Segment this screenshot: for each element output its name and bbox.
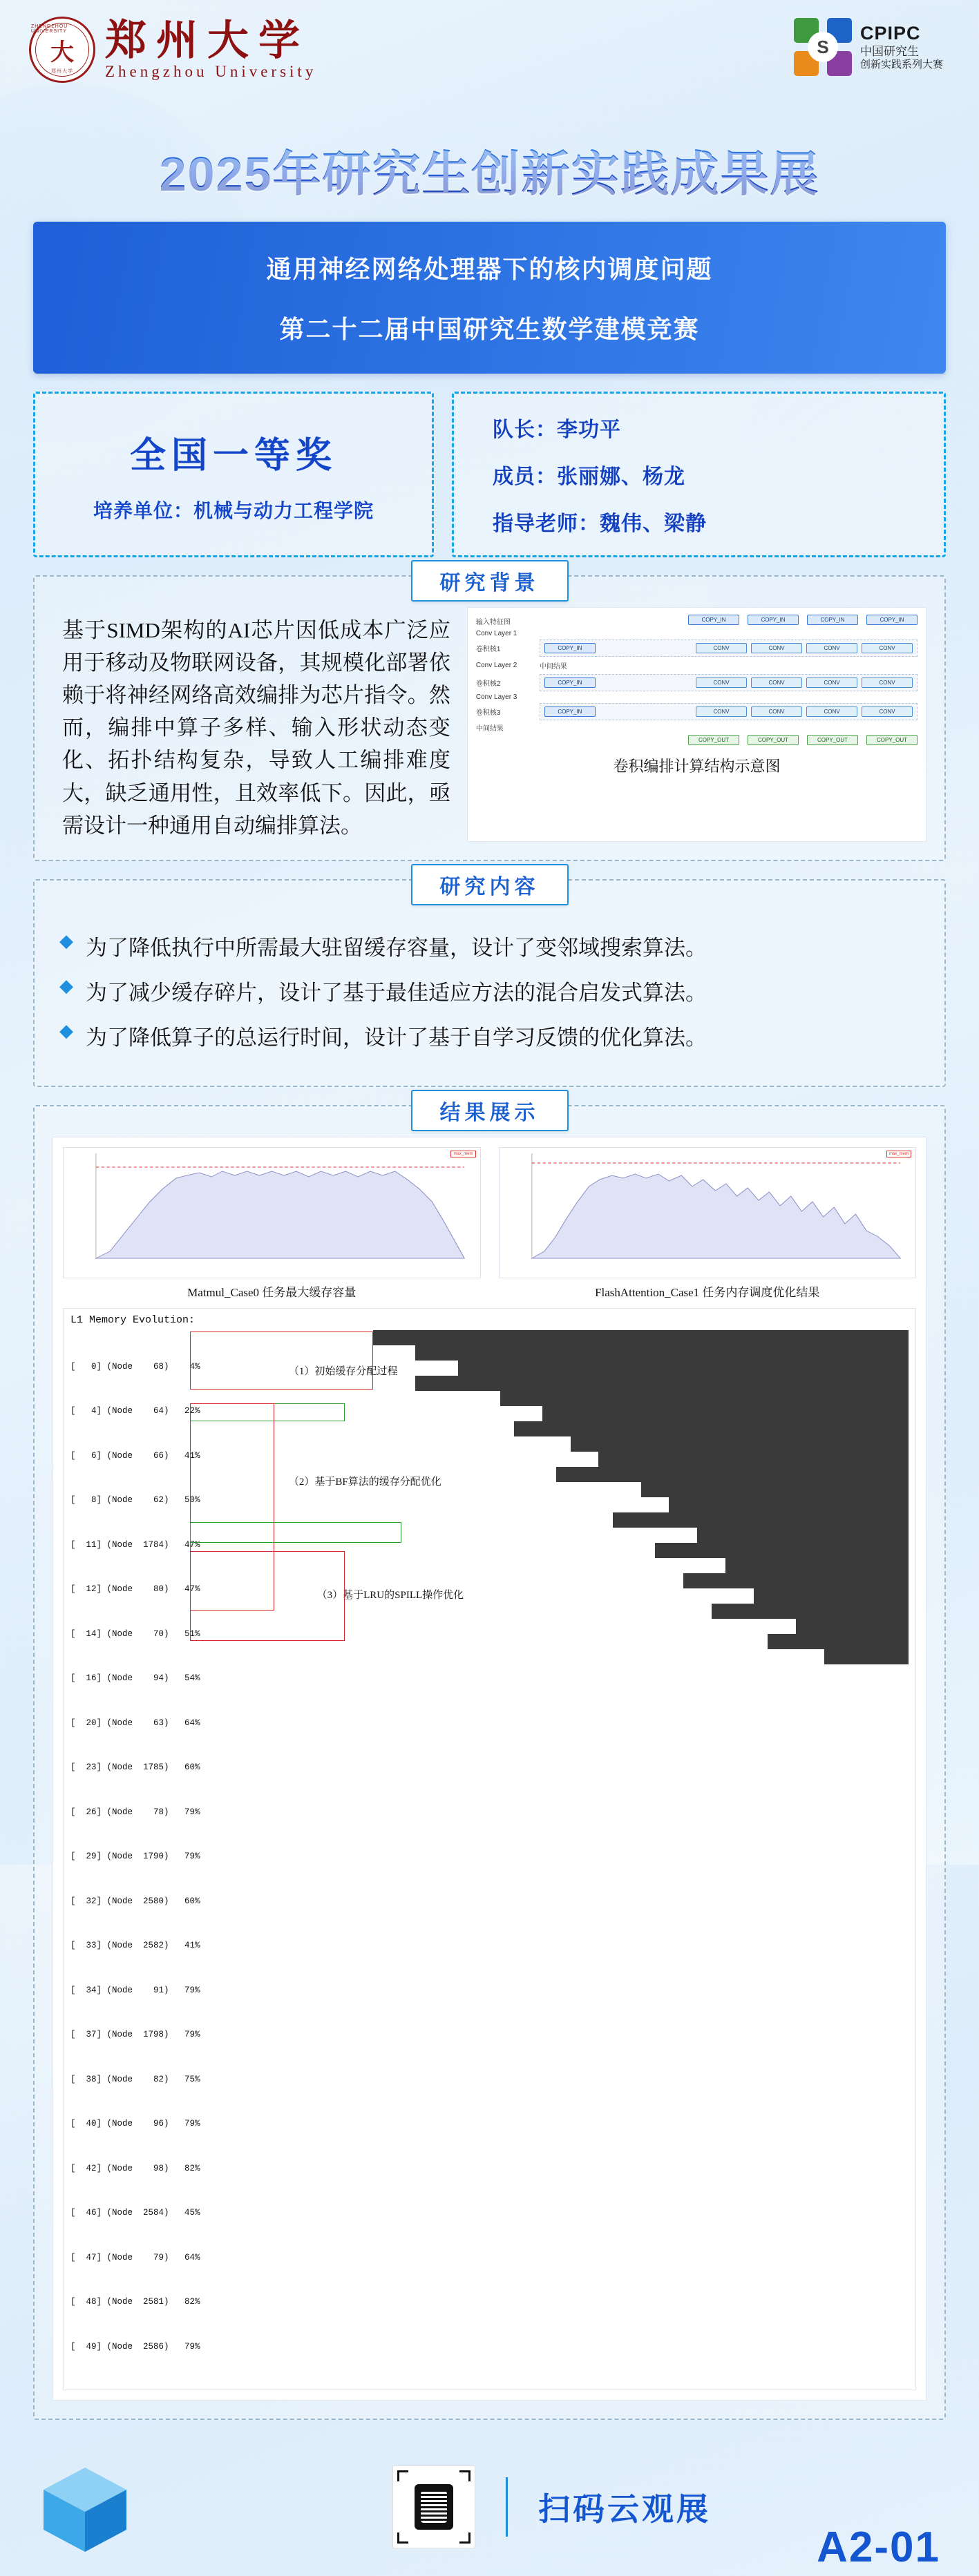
- memory-map-canvas: [205, 1330, 909, 2385]
- memory-evolution-panel: [63, 1308, 916, 2391]
- section-background-label: 研究背景: [411, 560, 569, 602]
- table-row: [ 4] (Node 64) 22%: [70, 1406, 200, 1416]
- table-row: [ 8] (Node 62) 50%: [70, 1495, 200, 1506]
- table-row: [ 16] (Node 94) 54%: [70, 1673, 200, 1684]
- chart-card-1: [63, 1147, 481, 1300]
- copy-out-chip: COPY_OUT: [807, 735, 858, 745]
- diagram-kernel-label: 卷积核2: [475, 680, 501, 688]
- award-title: 全国一等奖: [129, 435, 337, 476]
- cube-decoration-icon: [33, 2455, 137, 2559]
- section-content-label: 研究内容: [411, 864, 569, 905]
- copy-in-chip: COPY_IN: [544, 677, 596, 688]
- table-row: [ 32] (Node 2580) 60%: [70, 1896, 200, 1906]
- copy-out-chip: COPY_OUT: [866, 735, 918, 745]
- team-members: 成员：张丽娜、杨龙: [493, 465, 685, 488]
- conv-chip: CONV: [696, 707, 747, 717]
- diamond-bullet-icon: ◆: [59, 1019, 73, 1041]
- award-box: [33, 392, 434, 557]
- project-banner: [33, 222, 946, 374]
- table-row: [ 47] (Node 79) 64%: [70, 2252, 200, 2262]
- memory-panel-title: L1 Memory Evolution:: [70, 1314, 196, 1326]
- table-row: [ 14] (Node 70) 51%: [70, 1628, 200, 1639]
- award-unit: 培养单位：机械与动力工程学院: [93, 499, 374, 521]
- annotation-2: （2）基于BF算法的缓存分配优化: [288, 1476, 441, 1488]
- seal-center-glyph: 大: [50, 39, 74, 66]
- team-leader: 队长：李功平: [493, 419, 621, 441]
- list-item: [59, 930, 920, 961]
- cpipc-line2: 中国研究生: [859, 45, 919, 59]
- chart-scheduling-result: [499, 1147, 917, 1278]
- diagram-kernel-label: 卷积核1: [475, 646, 501, 653]
- list-item: [59, 975, 920, 1006]
- table-row: [ 6] (Node 66) 41%: [70, 1450, 200, 1461]
- list-item: [59, 1020, 920, 1051]
- table-row: [ 49] (Node 2586) 79%: [70, 2341, 200, 2352]
- diamond-bullet-icon: ◆: [59, 930, 73, 951]
- conv-chip: CONV: [862, 677, 913, 688]
- conv-chip: CONV: [751, 707, 802, 717]
- section-content: [33, 875, 946, 1087]
- qr-code[interactable]: [392, 2466, 475, 2548]
- diagram-layer-label: Conv Layer 1: [475, 630, 517, 637]
- copy-in-chip: COPY_IN: [544, 707, 596, 717]
- conv-chip: CONV: [806, 677, 857, 688]
- annotation-1: （1）初始缓存分配过程: [288, 1365, 398, 1377]
- table-row: [ 26] (Node 78) 79%: [70, 1807, 200, 1817]
- table-row: [ 0] (Node 68) 4%: [70, 1361, 200, 1372]
- table-row: [ 38] (Node 82) 75%: [70, 2074, 200, 2084]
- diagram-kernel-label: 卷积核3: [475, 709, 501, 717]
- chart-caption: FlashAttention_Case1 任务内存调度优化结果: [595, 1285, 820, 1299]
- table-row: [ 48] (Node 2581) 82%: [70, 2297, 200, 2307]
- section-background: [33, 572, 946, 861]
- chart-legend: max_mem: [450, 1151, 475, 1157]
- table-row: [ 37] (Node 1798) 79%: [70, 2030, 200, 2040]
- conv-schedule-diagram: [476, 615, 918, 748]
- cpipc-line3: 创新实践系列大赛: [859, 59, 943, 71]
- poster-header: [0, 0, 979, 131]
- poster-footer: [33, 2438, 946, 2576]
- background-text: 基于SIMD架构的AI芯片因低成本广泛应用于移动及物联网设备，其规模化部署依赖于将神经网络高效编排为芯片指令。然而，编排中算子多样、输入形状动态变化、拓扑结构复杂，导致人工编排难度大，缺乏通用性，且效率低下。因此，亟需设计一种通用自动编排算法。: [62, 618, 450, 838]
- background-figure: [467, 607, 926, 842]
- university-seal-icon: [29, 17, 95, 83]
- team-box: [452, 392, 946, 557]
- seal-bottom-text: 郑州大学: [51, 69, 73, 74]
- footer-divider: [506, 2477, 508, 2537]
- conv-chip: CONV: [806, 643, 857, 653]
- cpipc-abbr: CPIPC: [859, 23, 921, 44]
- table-row: [ 23] (Node 1785) 60%: [70, 1762, 200, 1773]
- copy-in-chip: COPY_IN: [748, 615, 799, 625]
- copy-in-chip: COPY_IN: [807, 615, 858, 625]
- diagram-layer-label: Conv Layer 2: [475, 662, 517, 669]
- copy-out-chip: COPY_OUT: [688, 735, 739, 745]
- content-item-text: 为了降低执行中所需最大驻留缓存容量，设计了变邻域搜索算法。: [86, 935, 707, 960]
- team-advisors: 指导老师：魏伟、梁静: [493, 512, 707, 535]
- university-name-cn: 郑州大学: [105, 17, 310, 64]
- section-results-label: 结果展示: [411, 1090, 569, 1131]
- diagram-mid-label-2: 中间结果: [475, 725, 504, 733]
- table-row: [ 29] (Node 1790) 79%: [70, 1852, 200, 1862]
- cpipc-mark-icon: [794, 18, 852, 76]
- table-row: [ 20] (Node 63) 64%: [70, 1718, 200, 1728]
- cpipc-logo: [794, 18, 943, 76]
- conv-chip: CONV: [862, 643, 913, 653]
- scan-text: 扫码云观展: [538, 2491, 711, 2528]
- content-item-text: 为了减少缓存碎片，设计了基于最佳适应方法的混合启发式算法。: [86, 980, 707, 1005]
- table-row: [ 46] (Node 2584) 45%: [70, 2208, 200, 2218]
- diagram-input-label: 输入特征图: [475, 619, 511, 626]
- conv-chip: CONV: [696, 677, 747, 688]
- conv-chip: CONV: [751, 643, 802, 653]
- copy-in-chip: COPY_IN: [866, 615, 918, 625]
- annotation-3: （3）基于LRU的SPILL操作优化: [316, 1589, 464, 1601]
- competition-name: 第二十二届中国研究生数学建模竞赛: [279, 315, 700, 343]
- table-row: [ 42] (Node 98) 82%: [70, 2163, 200, 2173]
- table-row: [ 40] (Node 96) 79%: [70, 2119, 200, 2129]
- university-logo: [29, 17, 316, 83]
- table-row: [ 33] (Node 2582) 41%: [70, 1941, 200, 1951]
- content-item-text: 为了降低算子的总运行时间，设计了基于自学习反馈的优化算法。: [86, 1025, 707, 1050]
- chart-card-2: [499, 1147, 917, 1300]
- diamond-bullet-icon: ◆: [59, 974, 73, 996]
- conv-chip: CONV: [751, 677, 802, 688]
- table-row: [ 12] (Node 80) 47%: [70, 1584, 200, 1595]
- table-row: [ 11] (Node 1784) 47%: [70, 1539, 200, 1550]
- diagram-layer-label: Conv Layer 3: [475, 693, 517, 701]
- section-results: [33, 1101, 946, 2421]
- table-row: [ 34] (Node 91) 79%: [70, 1985, 200, 1995]
- chart-caption: Matmul_Case0 任务最大缓存容量: [187, 1285, 357, 1299]
- poster-code: A2-01: [817, 2524, 940, 2572]
- project-topic: 通用神经网络处理器下的核内调度问题: [266, 255, 713, 283]
- conv-chip: CONV: [806, 707, 857, 717]
- figure-caption: 卷积编排计算结构示意图: [613, 758, 781, 775]
- copy-in-chip: COPY_IN: [688, 615, 739, 625]
- chart-memory-capacity: [63, 1147, 481, 1278]
- copy-out-chip: COPY_OUT: [748, 735, 799, 745]
- page-title-text: 2025年研究生创新实践成果展: [159, 147, 820, 201]
- copy-in-chip: COPY_IN: [544, 643, 596, 653]
- conv-chip: CONV: [862, 707, 913, 717]
- seal-top-text: ZHENGZHOU UNIVERSITY: [31, 24, 68, 34]
- memory-row-list: [70, 1330, 200, 2385]
- award-team-row: [33, 392, 946, 557]
- diagram-mid-label: 中间结果: [539, 663, 567, 671]
- cpipc-center-glyph: S: [808, 32, 838, 62]
- page-title: [0, 135, 979, 205]
- chart-legend: max_mem: [886, 1151, 911, 1157]
- conv-chip: CONV: [696, 643, 747, 653]
- university-name-en: Zhengzhou University: [105, 62, 317, 80]
